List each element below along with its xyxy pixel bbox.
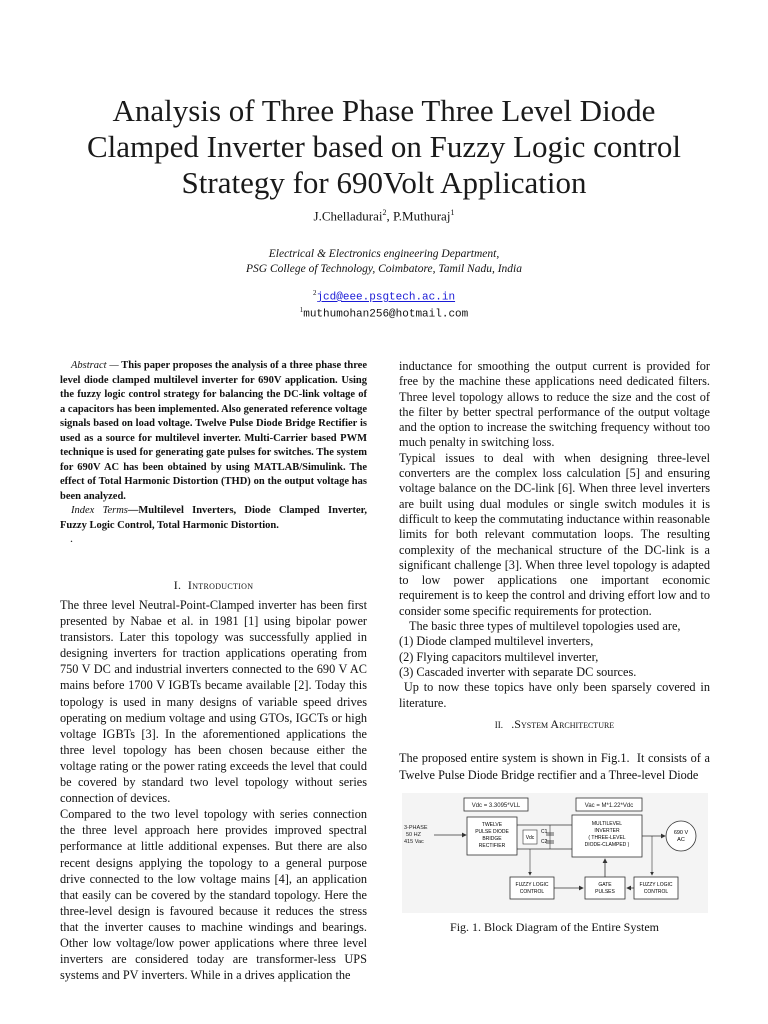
author-affil-mark: 1 — [450, 208, 455, 217]
paper-title — [40, 93, 728, 201]
introduction-body — [60, 597, 367, 983]
fuzzy-control-block — [634, 877, 678, 899]
email-text: muthumohan256@hotmail.com — [303, 308, 469, 321]
paragraph: The basic three types of multilevel topologies used are, — [409, 619, 681, 634]
email-line — [0, 304, 768, 321]
gate-pulses-block — [585, 877, 625, 899]
section-heading-introduction — [60, 578, 367, 593]
affiliation-line: Electrical & Electronics engineering Department, — [268, 248, 500, 260]
paragraph: The three level Neutral-Point-Clamped inverter has been first presented by Nabae et al. in 1981 [1] using bipolar power transistors. Later this topology was successfully applied in designing inverters for traction applications operating from 750 V DC and industrial inverters connected to the 690 V AC mains before 1700 V IGBTs became available [2]. Today this topology is used in many designs of variable speed drives operating on medium voltage and using GTOs, IGCTs or high voltage IGBTs [3]. In the aforementioned applications the three level topology has been chosen because either the voltage rating or the power rating exceeds the level that could be covered by standard two level topology without series connection of devices. — [60, 598, 367, 806]
block-label: PULSES — [595, 889, 615, 895]
index-terms-text: —Multilevel Inverters, Diode Clamped Inverter, Fuzzy Logic Control, Total Harmonic Distortion. — [60, 505, 367, 531]
affiliation — [0, 247, 768, 277]
title-line: Clamped Inverter based on Fuzzy Logic control — [87, 129, 681, 164]
paragraph: inductance for smoothing the output current is provided for free by the machine these applications need dedicated filters. Three level topology allows to reduce the size and the cost of the filter by better spectral performance of the output voltage and the option to increase the switching frequency without too much penalty in switching loss. — [399, 359, 710, 450]
block-label: MULTILEVEL — [591, 821, 623, 827]
equation-vdc: Vdc = 3.3095*VLL — [471, 803, 521, 809]
section-title: .System Architecture — [511, 717, 615, 731]
dc-voltage-label: Vdc — [525, 835, 535, 841]
abstract — [60, 359, 367, 533]
section-number: II. — [494, 720, 504, 730]
block-diagram-figure — [402, 793, 708, 913]
abstract-label: Abstract — — [71, 360, 119, 371]
section-title: Introduction — [187, 578, 254, 592]
block-label: CONTROL — [519, 889, 545, 895]
capacitor-label: C1 — [541, 829, 548, 835]
email-line — [0, 287, 768, 304]
block-label: BRIDGE — [482, 836, 502, 842]
output-label: AC — [677, 837, 685, 843]
section-heading-system-architecture — [399, 717, 710, 732]
block-label: TWELVE — [481, 822, 503, 828]
block-label: PULSE DIODE — [475, 829, 509, 835]
right-column-body — [399, 359, 714, 711]
title-line: Analysis of Three Phase Three Level Diode — [112, 93, 656, 128]
output-label: 690 V — [673, 830, 689, 836]
fuzzy-control-block — [510, 877, 554, 899]
list-item: (3) Cascaded inverter with separate DC sources. — [399, 664, 637, 679]
affiliation-line: PSG College of Technology, Coimbatore, Tamil Nadu, India — [245, 263, 522, 275]
block-label: RECTIFIER — [478, 843, 506, 849]
capacitor-label: C2 — [541, 839, 548, 845]
section-number: I. — [173, 578, 182, 592]
block-label: CONTROL — [643, 889, 669, 895]
paragraph: Compared to the two level topology with series connection the three level approach here provides improved spectral performance at little additional expenses. But there are also recent designs applying the topology to a general purpose drive connected to the low voltage mains [4], an application that easily can be covered by the standard topology. Here the three-level design is favoured because it reduces the stress that the inverter causes to machine windings and bearings. Other low voltage/low power applications where three level inverters are considered today are transformer-less UPS systems and PV inverters. While in a drives application the — [60, 807, 367, 983]
block-label: DIODE-CLAMPED ) — [584, 842, 630, 848]
email-mark: 1 — [299, 305, 304, 314]
stray-dot: . — [70, 531, 73, 545]
list-item: (1) Diode clamped multilevel inverters, — [399, 634, 594, 649]
block-label: FUZZY LOGIC — [515, 882, 549, 888]
paragraph: The proposed entire system is shown in Fig.1. It consists of a Twelve Pulse Diode Bridge rectifier and a Three-level Diode — [399, 751, 713, 782]
email-link[interactable]: jcd@eee.psgtech.ac.in — [316, 291, 456, 304]
input-label: 3-PHASE — [404, 825, 428, 831]
index-terms-label: Index Terms — [71, 505, 128, 516]
input-label: 50 HZ — [406, 832, 421, 838]
author-separator: , — [386, 208, 394, 224]
author-name: J.Chelladurai — [313, 208, 383, 224]
abstract-text: This paper proposes the analysis of a three phase three level diode clamped multilevel inverter for 690V application. Using the fuzzy logic control strategy for balancing the DC-link voltage of a capacitors has been implemented. Also generated reference voltage signals based on load voltage. Twelve Pulse Diode Bridge Rectifier is used as a source for multilevel inverter. Multi-Carrier based PWM technique is used for generating gate pulses for switches. The system for 690V AC has been obtained by using MATLAB/Simulink. The effect of Total Harmonic Distortion (THD) on the output voltage has been analyzed. — [60, 360, 368, 502]
figure-caption: Fig. 1. Block Diagram of the Entire System — [450, 920, 659, 934]
system-architecture-body — [399, 750, 713, 784]
list-item: (2) Flying capacitors multilevel inverter, — [399, 649, 599, 664]
title-line: Strategy for 690Volt Application — [181, 165, 587, 200]
block-label: FUZZY LOGIC — [639, 882, 673, 888]
paragraph: Typical issues to deal with when designing three-level converters are the complex loss calculation [5] and ensuring voltage balance on the DC-link [6]. When three level inverters are built using dual modules or single switch modules it is difficult to keep the commutating inductance within reasonable limits for both relevant commutation loops. The resulting complexity of the mechanical structure of the DC-link is a significant challenge [3]. When three level topology is adapted to low power applications one important economic requirement is to keep the control and driving effort low and to consider some specific requirements for protection. — [399, 450, 710, 618]
block-label: ( THREE-LEVEL — [588, 835, 626, 841]
ac-load-circle — [666, 821, 696, 851]
author-affil-mark: 2 — [382, 208, 387, 217]
equation-vac: Vac = M*1.22*Vdc — [584, 803, 634, 809]
author-emails — [0, 287, 768, 320]
block-label: INVERTER — [594, 828, 620, 834]
author-name: P.Muthuraj — [393, 208, 451, 224]
email-mark: 2 — [312, 289, 317, 297]
paragraph: Up to now these topics have only been sparsely covered in literature. — [399, 680, 714, 710]
block-label: GATE — [598, 882, 612, 888]
input-label: 415 Vac — [404, 839, 424, 845]
authors — [0, 208, 768, 224]
